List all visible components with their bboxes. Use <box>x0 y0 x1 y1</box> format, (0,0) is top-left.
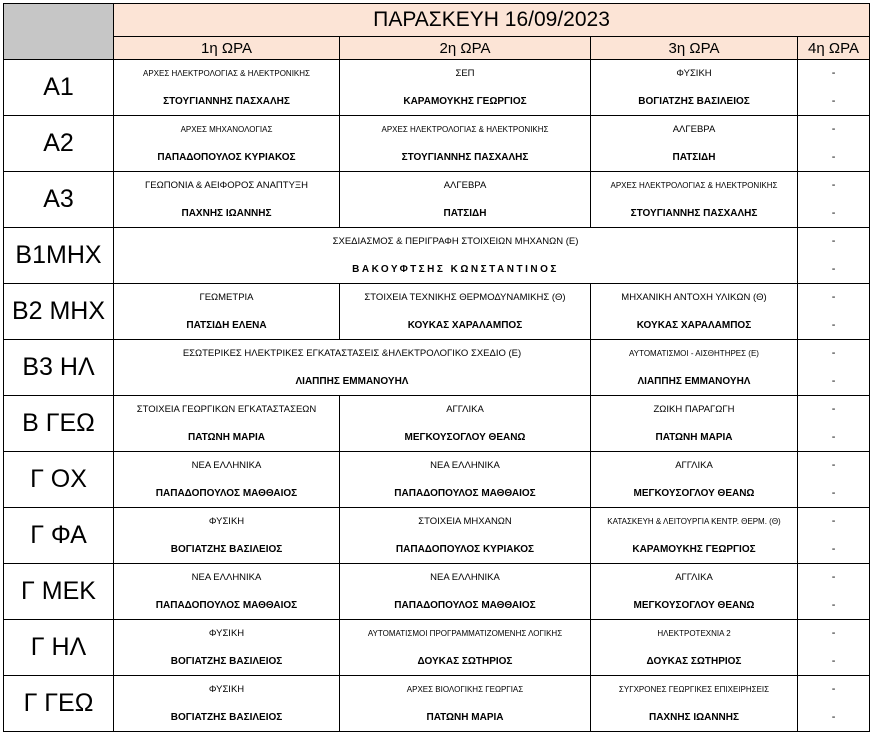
teacher-label: ΜΕΓΚΟΥΣΟΓΛΟΥ ΘΕΑΝΩ <box>633 600 755 611</box>
table-row <box>4 620 870 676</box>
lesson-cell <box>591 172 798 228</box>
subject-label: ΑΡΧΕΣ ΜΗΧΑΝΟΛΟΓΙΑΣ <box>180 125 273 134</box>
lesson-cell <box>114 116 340 172</box>
lesson-cell <box>114 508 340 564</box>
hour-header-2: 2η ΩΡΑ <box>340 37 591 60</box>
teacher-label: ΠΑΤΣΙΔΗ <box>672 152 716 163</box>
subject-label: ΝΕΑ ΕΛΛΗΝΙΚΑ <box>191 572 262 583</box>
table-row <box>4 284 870 340</box>
table-row <box>4 116 870 172</box>
subject-label: ΑΡΧΕΣ ΗΛΕΚΤΡΟΛΟΓΙΑΣ & ΗΛΕΚΤΡΟΝΙΚΗΣ <box>143 69 310 78</box>
empty-subject: - <box>831 291 836 303</box>
lesson-cell <box>798 396 870 452</box>
lesson-cell <box>798 620 870 676</box>
empty-teacher: - <box>831 655 836 667</box>
empty-teacher: - <box>831 319 836 331</box>
class-name: Γ ΦΑ <box>4 508 114 564</box>
schedule-table <box>3 3 870 732</box>
subject-label: ΣΥΓΧΡΟΝΕΣ ΓΕΩΡΓΙΚΕΣ ΕΠΙΧΕΙΡΗΣΕΙΣ <box>618 685 770 694</box>
empty-teacher: - <box>831 95 836 107</box>
teacher-label: ΛΙΑΠΠΗΣ ΕΜΜΑΝΟΥΗΛ <box>637 376 751 387</box>
lesson-cell <box>114 172 340 228</box>
subject-label: ΓΕΩΠΟΝΙΑ & ΑΕΙΦΟΡΟΣ ΑΝΑΠΤΥΞΗ <box>145 180 308 191</box>
empty-subject: - <box>831 347 836 359</box>
subject-label: ΝΕΑ ΕΛΛΗΝΙΚΑ <box>430 460 500 471</box>
teacher-label: ΔΟΥΚΑΣ ΣΩΤΗΡΙΟΣ <box>646 656 742 667</box>
class-name: Γ ΟΧ <box>4 452 114 508</box>
subject-label: ΑΡΧΕΣ ΗΛΕΚΤΡΟΛΟΓΙΑΣ & ΗΛΕΚΤΡΟΝΙΚΗΣ <box>610 181 778 190</box>
teacher-label: ΔΟΥΚΑΣ ΣΩΤΗΡΙΟΣ <box>417 656 513 667</box>
subject-label: ΖΩΙΚΗ ΠΑΡΑΓΩΓΗ <box>653 404 735 415</box>
lesson-cell <box>340 60 591 116</box>
lesson-cell-merged <box>114 340 591 396</box>
subject-label: ΗΛΕΚΤΡΟΤΕΧΝΙΑ 2 <box>657 629 731 638</box>
teacher-label: ΠΑΠΑΔΟΠΟΥΛΟΣ ΜΑΘΘΑΙΟΣ <box>155 488 298 499</box>
subject-label: ΕΣΩΤΕΡΙΚΕΣ ΗΛΕΚΤΡΙΚΕΣ ΕΓΚΑΤΑΣΤΑΣΕΙΣ &ΗΛΕΚΤΡΟΛΟΓΙΚΟ ΣΧΕΔΙΟ (Ε) <box>182 348 522 359</box>
subject-label: ΑΥΤΟΜΑΤΙΣΜΟΙ - ΑΙΣΘΗΤΗΡΕΣ (Ε) <box>629 349 759 358</box>
subject-label: ΑΥΤΟΜΑΤΙΣΜΟΙ ΠΡΟΓΡΑΜΜΑΤΙΖΟΜΕΝΗΣ ΛΟΓΙΚΗΣ <box>367 629 563 638</box>
lesson-cell <box>591 508 798 564</box>
subject-label: ΣΧΕΔΙΑΣΜΟΣ & ΠΕΡΙΓΡΑΦΗ ΣΤΟΙΧΕΙΩΝ ΜΗΧΑΝΩΝ (Ε) <box>332 236 579 247</box>
lesson-cell <box>591 340 798 396</box>
table-row <box>4 228 870 284</box>
lesson-cell <box>340 564 591 620</box>
subject-label: ΣΕΠ <box>455 68 475 79</box>
teacher-label: ΚΟΥΚΑΣ ΧΑΡΑΛΑΜΠΟΣ <box>407 320 523 331</box>
lesson-cell <box>114 620 340 676</box>
teacher-label: ΚΟΥΚΑΣ ΧΑΡΑΛΑΜΠΟΣ <box>636 320 752 331</box>
lesson-cell <box>798 676 870 732</box>
teacher-label: ΠΑΠΑΔΟΠΟΥΛΟΣ ΚΥΡΙΑΚΟΣ <box>157 152 296 163</box>
empty-subject: - <box>831 683 836 695</box>
subject-label: ΦΥΣΙΚΗ <box>676 68 712 79</box>
empty-subject: - <box>831 627 836 639</box>
subject-label: ΦΥΣΙΚΗ <box>208 684 245 695</box>
lesson-cell <box>114 60 340 116</box>
empty-teacher: - <box>831 711 836 723</box>
empty-teacher: - <box>831 599 836 611</box>
lesson-cell-merged <box>114 228 798 284</box>
table-row <box>4 676 870 732</box>
teacher-label: ΠΑΠΑΔΟΠΟΥΛΟΣ ΚΥΡΙΑΚΟΣ <box>395 544 535 555</box>
lesson-cell <box>114 452 340 508</box>
table-row <box>4 172 870 228</box>
lesson-cell <box>340 508 591 564</box>
teacher-label: ΚΑΡΑΜΟΥΚΗΣ ΓΕΩΡΓΙΟΣ <box>632 544 756 555</box>
teacher-label: ΣΤΟΥΓΙΑΝΝΗΣ ΠΑΣΧΑΛΗΣ <box>401 152 529 163</box>
lesson-cell <box>591 452 798 508</box>
empty-teacher: - <box>831 431 836 443</box>
lesson-cell <box>798 340 870 396</box>
teacher-label: ΜΕΓΚΟΥΣΟΓΛΟΥ ΘΕΑΝΩ <box>633 488 755 499</box>
subject-label: ΚΑΤΑΣΚΕΥΗ & ΛΕΙΤΟΥΡΓΙΑ ΚΕΝΤΡ. ΘΕΡΜ. (Θ) <box>607 517 781 526</box>
table-row <box>4 452 870 508</box>
teacher-label: ΚΑΡΑΜΟΥΚΗΣ ΓΕΩΡΓΙΟΣ <box>403 96 527 107</box>
class-name: Γ ΜΕΚ <box>4 564 114 620</box>
empty-teacher: - <box>831 207 836 219</box>
empty-subject: - <box>831 515 836 527</box>
lesson-cell <box>798 228 870 284</box>
teacher-label: ΒΟΓΙΑΤΖΗΣ ΒΑΣΙΛΕΙΟΣ <box>170 544 283 555</box>
teacher-label: ΠΑΠΑΔΟΠΟΥΛΟΣ ΜΑΘΘΑΙΟΣ <box>394 600 536 611</box>
lesson-cell <box>340 676 591 732</box>
lesson-cell <box>798 60 870 116</box>
lesson-cell <box>591 396 798 452</box>
table-row <box>4 60 870 116</box>
subject-label: ΓΕΩΜΕΤΡΙΑ <box>199 292 254 303</box>
subject-label: ΑΓΓΛΙΚΑ <box>446 404 484 415</box>
hour-header-1: 1η ΩΡΑ <box>114 37 340 60</box>
teacher-label: ΒΑΚΟΥΦΤΣΗΣ ΚΩΝΣΤΑΝΤΙΝΟΣ <box>352 264 559 275</box>
subject-label: ΑΛΓΕΒΡΑ <box>672 124 716 135</box>
class-name: Β2 ΜΗΧ <box>4 284 114 340</box>
lesson-cell <box>591 60 798 116</box>
empty-subject: - <box>831 123 836 135</box>
lesson-cell <box>798 172 870 228</box>
teacher-label: ΠΑΤΩΝΗ ΜΑΡΙΑ <box>655 432 733 443</box>
lesson-cell <box>340 396 591 452</box>
lesson-cell <box>340 284 591 340</box>
table-row <box>4 396 870 452</box>
class-name: Α3 <box>4 172 114 228</box>
teacher-label: ΒΟΓΙΑΤΖΗΣ ΒΑΣΙΛΕΙΟΣ <box>638 96 750 107</box>
class-name: Γ ΗΛ <box>4 620 114 676</box>
empty-subject: - <box>831 403 836 415</box>
empty-subject: - <box>831 571 836 583</box>
table-row <box>4 340 870 396</box>
hour-header-3: 3η ΩΡΑ <box>591 37 798 60</box>
subject-label: ΑΡΧΕΣ ΗΛΕΚΤΡΟΛΟΓΙΑΣ & ΗΛΕΚΤΡΟΝΙΚΗΣ <box>381 125 549 134</box>
empty-teacher: - <box>831 543 836 555</box>
empty-subject: - <box>831 459 836 471</box>
lesson-cell <box>114 284 340 340</box>
lesson-cell <box>798 116 870 172</box>
teacher-label: ΠΑΤΩΝΗ ΜΑΡΙΑ <box>426 712 504 723</box>
empty-subject: - <box>831 235 836 247</box>
table-row <box>4 564 870 620</box>
teacher-label: ΠΑΠΑΔΟΠΟΥΛΟΣ ΜΑΘΘΑΙΟΣ <box>155 600 298 611</box>
subject-label: ΜΗΧΑΝΙΚΗ ΑΝΤΟΧΗ ΥΛΙΚΩΝ (Θ) <box>621 292 767 303</box>
lesson-cell <box>340 620 591 676</box>
class-name: Α1 <box>4 60 114 116</box>
title-row <box>4 4 870 37</box>
subject-label: ΝΕΑ ΕΛΛΗΝΙΚΑ <box>430 572 500 583</box>
page-title: ΠΑΡΑΣΚΕΥΗ 16/09/2023 <box>114 4 870 37</box>
teacher-label: ΛΙΑΠΠΗΣ ΕΜΜΑΝΟΥΗΛ <box>295 376 409 387</box>
class-name: Β3 ΗΛ <box>4 340 114 396</box>
class-name: Α2 <box>4 116 114 172</box>
lesson-cell <box>591 284 798 340</box>
empty-teacher: - <box>831 487 836 499</box>
lesson-cell <box>798 284 870 340</box>
teacher-label: ΣΤΟΥΓΙΑΝΝΗΣ ΠΑΣΧΑΛΗΣ <box>630 208 758 219</box>
subject-label: ΑΓΓΛΙΚΑ <box>675 460 713 471</box>
class-name: Β1ΜΗΧ <box>4 228 114 284</box>
lesson-cell <box>591 564 798 620</box>
table-row <box>4 508 870 564</box>
teacher-label: ΣΤΟΥΓΙΑΝΝΗΣ ΠΑΣΧΑΛΗΣ <box>163 96 290 107</box>
corner-cell <box>4 4 114 60</box>
lesson-cell <box>591 620 798 676</box>
lesson-cell <box>798 508 870 564</box>
teacher-label: ΠΑΤΩΝΗ ΜΑΡΙΑ <box>187 432 265 443</box>
subject-label: ΣΤΟΙΧΕΙΑ ΤΕΧΝΙΚΗΣ ΘΕΡΜΟΔΥΝΑΜΙΚΗΣ (Θ) <box>364 292 566 303</box>
teacher-label: ΠΑΤΣΙΔΗ <box>443 208 487 219</box>
teacher-label: ΜΕΓΚΟΥΣΟΓΛΟΥ ΘΕΑΝΩ <box>404 432 526 443</box>
lesson-cell <box>114 564 340 620</box>
teacher-label: ΒΟΓΙΑΤΖΗΣ ΒΑΣΙΛΕΙΟΣ <box>170 712 283 723</box>
hour-header-4: 4η ΩΡΑ <box>798 37 870 60</box>
lesson-cell <box>798 564 870 620</box>
lesson-cell <box>591 676 798 732</box>
subject-label: ΝΕΑ ΕΛΛΗΝΙΚΑ <box>191 460 262 471</box>
empty-subject: - <box>831 67 836 79</box>
subject-label: ΑΓΓΛΙΚΑ <box>675 572 713 583</box>
class-name: Β ΓΕΩ <box>4 396 114 452</box>
lesson-cell <box>340 452 591 508</box>
subject-label: ΣΤΟΙΧΕΙΑ ΓΕΩΡΓΙΚΩΝ ΕΓΚΑΤΑΣΤΑΣΕΩΝ <box>136 404 317 415</box>
lesson-cell <box>114 396 340 452</box>
empty-teacher: - <box>831 263 836 275</box>
class-name: Γ ΓΕΩ <box>4 676 114 732</box>
hours-row <box>4 37 870 60</box>
teacher-label: ΠΑΧΝΗΣ ΙΩΑΝΝΗΣ <box>181 208 272 219</box>
empty-teacher: - <box>831 151 836 163</box>
teacher-label: ΠΑΠΑΔΟΠΟΥΛΟΣ ΜΑΘΘΑΙΟΣ <box>394 488 536 499</box>
teacher-label: ΠΑΤΣΙΔΗ ΕΛΕΝΑ <box>186 320 267 331</box>
empty-subject: - <box>831 179 836 191</box>
subject-label: ΦΥΣΙΚΗ <box>208 516 245 527</box>
lesson-cell <box>591 116 798 172</box>
subject-label: ΣΤΟΙΧΕΙΑ ΜΗΧΑΝΩΝ <box>418 516 512 527</box>
subject-label: ΦΥΣΙΚΗ <box>208 628 245 639</box>
teacher-label: ΠΑΧΝΗΣ ΙΩΑΝΝΗΣ <box>648 712 740 723</box>
empty-teacher: - <box>831 375 836 387</box>
teacher-label: ΒΟΓΙΑΤΖΗΣ ΒΑΣΙΛΕΙΟΣ <box>170 656 283 667</box>
subject-label: ΑΛΓΕΒΡΑ <box>443 180 487 191</box>
lesson-cell <box>114 676 340 732</box>
lesson-cell <box>340 116 591 172</box>
subject-label: ΑΡΧΕΣ ΒΙΟΛΟΓΙΚΗΣ ΓΕΩΡΓΙΑΣ <box>406 685 524 694</box>
lesson-cell <box>798 452 870 508</box>
lesson-cell <box>340 172 591 228</box>
